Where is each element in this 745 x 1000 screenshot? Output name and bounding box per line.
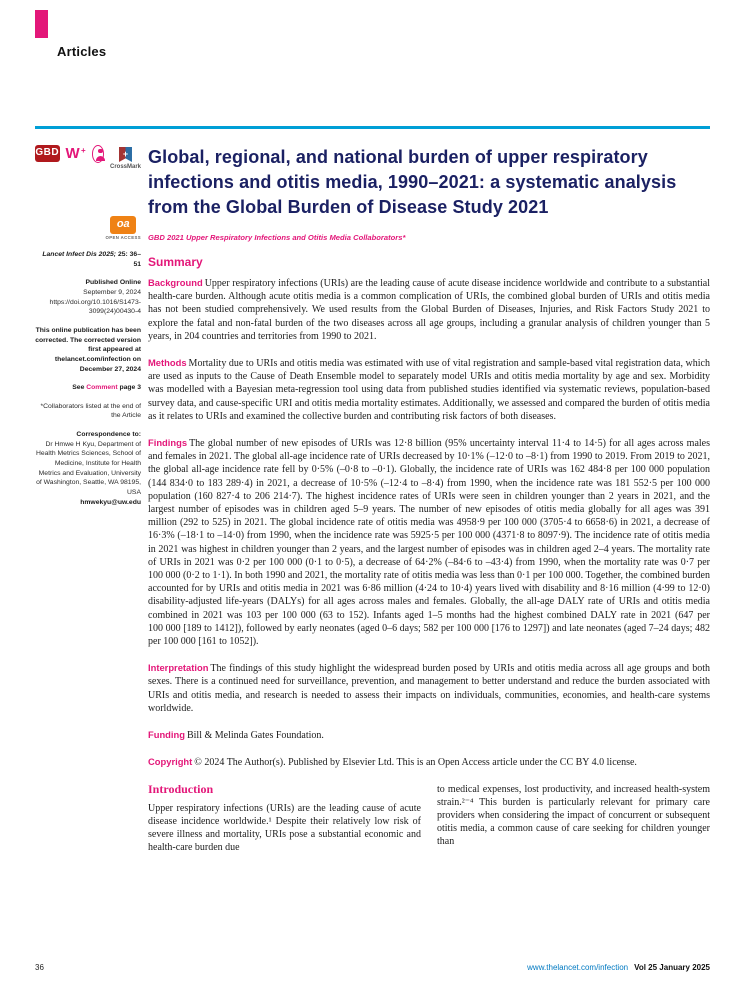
citation-journal: Lancet Infect Dis 2025; — [42, 251, 117, 259]
gbd-logo-icon: GBD — [35, 145, 60, 162]
correspondence-email-link[interactable]: hmwekyu@uw.edu — [80, 498, 141, 506]
paragraph-text-copyright: © 2024 The Author(s). Published by Elsevier Ltd. This is an Open Access article under the CC BY 4.0 license. — [194, 757, 637, 769]
summary-paragraph-methods — [148, 356, 710, 423]
journal-site-link[interactable]: www.thelancet.com/infection — [527, 963, 629, 972]
see-comment-note — [72, 383, 141, 393]
correspondence-label: Correspondence to: — [76, 431, 141, 439]
correction-site-link[interactable]: thelancet.com/infection — [54, 355, 131, 363]
university-w-icon: W + — [66, 145, 86, 162]
crossmark-label: CrossMark — [109, 164, 141, 170]
sidebar — [35, 145, 141, 507]
see-comment-pre: See — [72, 384, 87, 392]
doi-link[interactable]: https://doi.org/10.1016/S1473-3099(24)00430-4 — [49, 298, 141, 316]
introduction-heading: Introduction — [148, 781, 214, 796]
correction-text-post: on December 27, 2024 — [79, 355, 141, 373]
paragraph-lead-findings: Findings — [148, 437, 188, 449]
person-circle-icon — [92, 145, 104, 163]
publication-info — [35, 278, 141, 317]
correspondence-address: Dr Hmwe H Kyu, Department of Health Metrics Sciences, School of Medicine, Institute for Health Metrics and Evaluation, University of Washington, Seattle, WA 98195, USA — [35, 440, 141, 496]
summary-paragraph-background — [148, 276, 710, 343]
page-footer — [35, 963, 710, 972]
authors-line: GBD 2021 Upper Respiratory Infections and Otitis Media Collaborators* — [148, 233, 406, 242]
paragraph-text-interpretation: The findings of this study highlight the widespread burden posed by URIs and otitis media across all age groups and both sexes. There is a continued need for surveillance, prevention, and management to better understand and reduce the burden associated with URIs and otitis media, and research is needed to assess their impacts on individuals, communities, economies, and health-care systems worldwide. — [148, 663, 710, 714]
collaborators-note: *Collaborators listed at the end of the Article — [40, 402, 141, 420]
introduction-text-left: Upper respiratory infections (URIs) are the leading cause of acute disease incidence worldwide.¹ Despite their relatively low risk of severe illness and mortality, URIs pose a substantial economic and health-care burden due — [148, 802, 421, 854]
introduction-column-right — [437, 783, 710, 855]
open-access-logo — [105, 216, 141, 242]
article-title: Global, regional, and national burden of upper respiratory infections and otitis media, 1990–2021: a systematic analysis from the Global Burden of Disease Study 2021 — [148, 147, 677, 217]
introduction-text-right: to medical expenses, lost productivity, and increased health-system strain.²⁻⁴ This burden is particularly relevant for primary care providers when considering the impact of concurrent or subsequent otitis media, a common cause of care seeking for children younger than — [437, 783, 710, 848]
correction-note — [35, 326, 141, 374]
comment-link[interactable]: Comment — [86, 384, 118, 392]
section-color-mark — [35, 10, 48, 38]
introduction-columns — [148, 783, 710, 855]
see-comment-post: page 3 — [117, 384, 141, 392]
published-date: September 9, 2024 — [83, 289, 141, 297]
journal-citation — [35, 250, 141, 269]
citation-pages: 25: 36–51 — [117, 251, 141, 268]
correction-text-pre: This online publication has been corrected. The corrected version first appeared at — [35, 326, 141, 354]
paragraph-lead-funding: Funding — [148, 729, 185, 741]
logo-row — [35, 145, 141, 172]
open-access-icon: oa — [110, 216, 136, 234]
summary-paragraph-funding — [148, 728, 710, 742]
paragraph-text-methods: Mortality due to URIs and otitis media was estimated with use of vital registration and sample-based vital registration data, which are used as inputs to the Cause of Death Ensemble model to separately model URIs and otitis media mortality by age and sex. Morbidity was modelled with a Bayesian meta-regression tool using data from published studies identified via systematic reviews, population-based survey data, and cause-specific URI and otitis media mortality estimates. Additionally, we assessed and compared the burden of otitis media as it relates to URIs and examined the collective burden and contributing risk factors of both diseases. — [148, 358, 710, 422]
page-number: 36 — [35, 963, 44, 972]
open-access-label: OPEN ACCESS — [105, 235, 141, 241]
paragraph-lead-interpretation: Interpretation — [148, 662, 209, 674]
crossmark-logo[interactable] — [110, 147, 141, 172]
article-main-column — [148, 145, 710, 855]
summary-heading: Summary — [148, 255, 203, 269]
summary-paragraph-interpretation — [148, 661, 710, 715]
paragraph-lead-background: Background — [148, 277, 203, 288]
footer-journal-info — [527, 963, 710, 972]
paragraph-text-funding: Bill & Melinda Gates Foundation. — [186, 730, 324, 742]
paragraph-text-background: Upper respiratory infections (URIs) are the leading cause of acute disease incidence worldwide and contribute to a substantial health-care burden. Although acute otitis media is a common complication of URIs, the combined global burden of URIs and otitis media has not been studied comprehensively. We used results from the Global Burden of Diseases, Injuries, and Risk Factors Study 2021 to explore the fatal and non-fatal burden of the two diseases across all age groups, including a granular analysis of children younger than 5 years, in 204 countries and territories from 1990 to 2021. — [148, 278, 710, 342]
section-label: Articles — [57, 44, 107, 59]
header-rule — [35, 126, 710, 129]
crossmark-icon — [119, 147, 132, 162]
correspondence-block — [35, 430, 141, 507]
introduction-column-left — [148, 783, 421, 855]
paragraph-lead-methods: Methods — [148, 357, 187, 369]
paragraph-text-findings: The global number of new episodes of URIs was 12·8 billion (95% uncertainty interval 11·4 to 14·5) for all ages across males and females in 2021. The global all-age incidence rate of URIs decreased by 10·1% (–12·0 to –8·1) from 1990 to 2019. From 2019 to 2021, the global all-age incidence rate fell by 0·5% (–0·8 to –0·1). Globally, the incidence rate of URIs was 162 484·8 per 100 000 population (144 834·0 to 183 289·4) in 2021, a decrease of 10·5% (–12·4 to –8·4) from 1990, when the incidence rate was 181 552·5 per 100 000 population (160 827·4 to 206 214·7). The highest incidence rates of URIs were seen in children younger than 2 years in 2021, and the largest number of episodes was in children aged 5–9 years. The number of new episodes of otitis media globally for all ages was 391 million (292 to 525) in 2021. The global incidence rate of otitis media was 4958·9 per 100 000 (3705·4 to 6658·6) in 2021, a decrease of 16·3% (–18·1 to –14·0) from 1990, when the incidence rate was 5925·5 per 100 000 (4371·8 to 8097·9). The incidence rate of otitis media in 2021 was highest in children younger than 2 years, and the largest number of episodes was in children aged 2–4 years. The mortality rate of URIs in 2021 was 0·2 per 100 000 (0·1 to 0·5), a decrease of 64·2% (–84·6 to –43·4) from 1990, when the mortality rate was 0·7 per 100 000 (0·2 to 1·1). In both 1990 and 2021, the mortality rate of otitis media was less than 0·1 per 100 000. Together, the combined burden accounted for by URIs and otitis media in 2021 was 6·86 million (4·24 to 10·4) years lived with disability and 8·16 million (4·99 to 12·0) disability-adjusted life-years (DALYs) for all ages across males and females. Globally, the all-age DALY rate of URIs and otitis media combined in 2021 was 103 per 100 000 (63 to 152). Infants aged 1–5 months had the highest combined DALY rate in 2021 (647 per 100 000 [189 to 1412]), followed by early neonates (aged 0–6 days; 582 per 100 000 [176 to 1297]) and late neonates (aged 7–24 days; 482 per 100 000 [161 to 1052]). — [148, 438, 710, 648]
paragraph-lead-copyright: Copyright — [148, 756, 193, 768]
published-label: Published Online — [85, 279, 141, 287]
volume-issue: Vol 25 January 2025 — [634, 963, 710, 972]
summary-paragraph-findings — [148, 436, 710, 648]
summary-paragraph-copyright — [148, 755, 710, 769]
